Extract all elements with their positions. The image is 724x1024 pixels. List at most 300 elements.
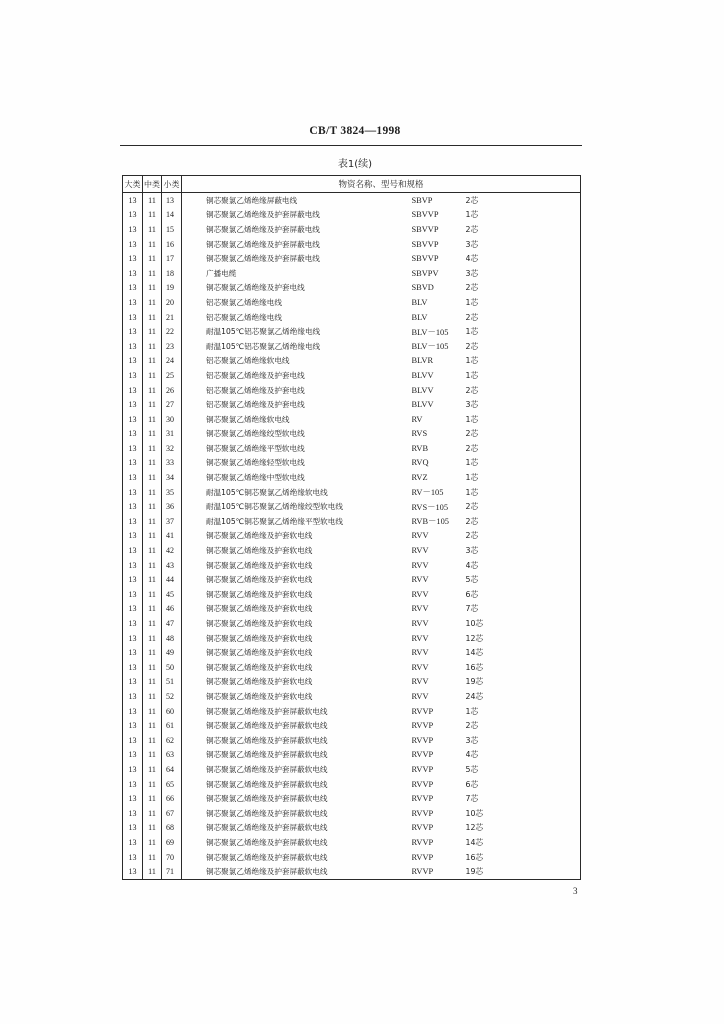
table-row	[123, 864, 581, 879]
cell-mid: 11	[143, 689, 162, 704]
cell-model: RVV	[411, 662, 429, 672]
cell-mid: 11	[143, 645, 162, 660]
cell-major: 13	[123, 266, 143, 281]
cell-model: RVVP	[411, 750, 434, 760]
cell-cores: 5芯	[465, 575, 479, 585]
cell-minor: 63	[162, 748, 182, 763]
cell-minor: 21	[162, 310, 182, 325]
cell-major: 13	[123, 645, 143, 660]
cell-name: 铜芯聚氯乙烯绝缘及护套软电线	[206, 619, 313, 629]
cell-mid: 11	[143, 821, 162, 836]
cell-cores: 4芯	[465, 560, 479, 570]
table-row	[123, 762, 581, 777]
cell-cores: 2芯	[465, 531, 479, 541]
table-row	[123, 616, 581, 631]
table-row	[123, 660, 581, 675]
cell-major: 13	[123, 631, 143, 646]
cell-name: 铜芯聚氯乙烯绝缘及护套屏蔽软电线	[206, 867, 328, 877]
cell-major: 13	[123, 777, 143, 792]
cell-major: 13	[123, 514, 143, 529]
cell-cores: 16芯	[465, 662, 484, 672]
cell-cores: 7芯	[465, 794, 479, 804]
cell-name: 铜芯聚氯乙烯绝缘及护套软电线	[206, 691, 313, 701]
cell-model: RVV	[411, 604, 429, 614]
cell-cores: 1芯	[465, 473, 479, 483]
cell-cores: 2芯	[465, 224, 479, 234]
cell-major: 13	[123, 281, 143, 296]
cell-major: 13	[123, 602, 143, 617]
cell-major: 13	[123, 368, 143, 383]
cell-major: 13	[123, 397, 143, 412]
cell-major: 13	[123, 718, 143, 733]
cell-cores: 1芯	[465, 370, 479, 380]
cell-name: 铜芯聚氯乙烯绝缘及护套屏蔽软电线	[206, 837, 328, 847]
cell-cores: 2芯	[465, 195, 479, 205]
cell-model: RVVP	[411, 837, 434, 847]
cell-minor: 24	[162, 354, 182, 369]
cell-cores: 1芯	[465, 414, 479, 424]
cell-mid: 11	[143, 777, 162, 792]
cell-mid: 11	[143, 354, 162, 369]
cell-model: RVV	[411, 589, 429, 599]
cell-model: RVV	[411, 619, 429, 629]
table-row	[123, 193, 581, 208]
header-major: 大类	[123, 176, 143, 193]
cell-mid: 11	[143, 456, 162, 471]
cell-mid: 11	[143, 675, 162, 690]
table-row	[123, 733, 581, 748]
cell-model: RVVP	[411, 808, 434, 818]
cell-mid: 11	[143, 237, 162, 252]
cell-model: RVV	[411, 633, 429, 643]
cell-cores: 12芯	[465, 823, 484, 833]
cell-model: SBVPV	[411, 268, 439, 278]
cell-mid: 11	[143, 222, 162, 237]
cell-name: 铝芯聚氯乙烯绝缘及护套电线	[206, 400, 305, 410]
cell-cores: 14芯	[465, 837, 484, 847]
cell-model: BLVV	[411, 385, 434, 395]
cell-name: 铜芯聚氯乙烯绝缘及护套软电线	[206, 589, 313, 599]
cell-mid: 11	[143, 660, 162, 675]
cell-cores: 3芯	[465, 400, 479, 410]
cell-model: RVVP	[411, 794, 434, 804]
cell-name: 耐温105℃铜芯聚氯乙烯绝缘绞型软电线	[206, 502, 343, 512]
cell-cores: 6芯	[465, 779, 479, 789]
cell-minor: 16	[162, 237, 182, 252]
cell-mid: 11	[143, 748, 162, 763]
cell-mid: 11	[143, 470, 162, 485]
cell-major: 13	[123, 383, 143, 398]
header-minor: 小类	[162, 176, 182, 193]
cell-mid: 11	[143, 572, 162, 587]
cell-major: 13	[123, 587, 143, 602]
cell-minor: 45	[162, 587, 182, 602]
cell-major: 13	[123, 193, 143, 208]
cell-cores: 5芯	[465, 764, 479, 774]
cell-name: 铝芯聚氯乙烯绝缘及护套电线	[206, 385, 305, 395]
table-row	[123, 485, 581, 500]
cell-model: RVV	[411, 575, 429, 585]
cell-model: RVV	[411, 691, 429, 701]
cell-name: 铝芯聚氯乙烯绝缘电线	[206, 312, 282, 322]
table-row	[123, 514, 581, 529]
cell-minor: 33	[162, 456, 182, 471]
cell-name: 耐温105℃铝芯聚氯乙烯绝缘电线	[206, 341, 321, 351]
cell-major: 13	[123, 427, 143, 442]
cell-major: 13	[123, 675, 143, 690]
cell-model: SBVVP	[411, 254, 439, 264]
cell-name: 铝芯聚氯乙烯绝缘电线	[206, 297, 282, 307]
cell-cores: 19芯	[465, 677, 484, 687]
cell-minor: 23	[162, 339, 182, 354]
cell-mid: 11	[143, 718, 162, 733]
cell-minor: 65	[162, 777, 182, 792]
cell-cores: 1芯	[465, 297, 479, 307]
header-mid: 中类	[143, 176, 162, 193]
cell-name: 耐温105℃铜芯聚氯乙烯绝缘软电线	[206, 487, 328, 497]
table-row	[123, 412, 581, 427]
table-row	[123, 208, 581, 223]
cell-name: 铜芯聚氯乙烯绝缘及护套屏蔽电线	[206, 224, 320, 234]
table-row	[123, 675, 581, 690]
cell-mid: 11	[143, 616, 162, 631]
cell-minor: 31	[162, 427, 182, 442]
cell-model: BLV	[411, 297, 428, 307]
table-row	[123, 354, 581, 369]
cell-major: 13	[123, 222, 143, 237]
table-row	[123, 835, 581, 850]
cell-major: 13	[123, 806, 143, 821]
cell-minor: 64	[162, 762, 182, 777]
table-row	[123, 791, 581, 806]
cell-mid: 11	[143, 558, 162, 573]
cell-cores: 19芯	[465, 867, 484, 877]
table-row	[123, 689, 581, 704]
cell-minor: 68	[162, 821, 182, 836]
cell-name: 铜芯聚氯乙烯绝缘及护套软电线	[206, 575, 313, 585]
cell-cores: 2芯	[465, 341, 479, 351]
cell-mid: 11	[143, 835, 162, 850]
cell-model: RVVP	[411, 852, 434, 862]
cell-minor: 61	[162, 718, 182, 733]
cell-cores: 12芯	[465, 633, 484, 643]
table-row	[123, 383, 581, 398]
cell-minor: 32	[162, 441, 182, 456]
cell-name: 耐温105℃铜芯聚氯乙烯绝缘平型软电线	[206, 516, 343, 526]
cell-cores: 14芯	[465, 648, 484, 658]
cell-cores: 6芯	[465, 589, 479, 599]
cell-major: 13	[123, 251, 143, 266]
cell-major: 13	[123, 821, 143, 836]
cell-model: SBVD	[411, 283, 434, 293]
table-row	[123, 777, 581, 792]
cell-model: SBVVP	[411, 239, 439, 249]
cell-major: 13	[123, 543, 143, 558]
table-row	[123, 266, 581, 281]
cell-cores: 1芯	[465, 458, 479, 468]
cell-name: 铜芯聚氯乙烯绝缘绞型软电线	[206, 429, 305, 439]
document-code: CB/T 3824—1998	[309, 125, 401, 137]
cell-name: 铜芯聚氯乙烯绝缘及护套屏蔽电线	[206, 210, 320, 220]
cell-mid: 11	[143, 631, 162, 646]
table-row	[123, 645, 581, 660]
cell-minor: 26	[162, 383, 182, 398]
cell-model: SBVVP	[411, 224, 439, 234]
cell-model: RVB	[411, 443, 429, 453]
table-row	[123, 631, 581, 646]
cell-mid: 11	[143, 397, 162, 412]
cell-name: 铜芯聚氯乙烯绝缘平型软电线	[206, 443, 305, 453]
cell-name: 铜芯聚氯乙烯绝缘及护套屏蔽电线	[206, 254, 320, 264]
cell-minor: 41	[162, 529, 182, 544]
cell-name: 铜芯聚氯乙烯绝缘及护套屏蔽软电线	[206, 852, 328, 862]
cell-minor: 18	[162, 266, 182, 281]
cell-model: RVVP	[411, 779, 434, 789]
cell-major: 13	[123, 412, 143, 427]
cell-name: 铝芯聚氯乙烯绝缘及护套电线	[206, 370, 305, 380]
cell-mid: 11	[143, 193, 162, 208]
cell-major: 13	[123, 864, 143, 879]
cell-major: 13	[123, 441, 143, 456]
table-row	[123, 324, 581, 339]
cell-model: RVV	[411, 648, 429, 658]
cell-cores: 3芯	[465, 546, 479, 556]
cell-model: RVV	[411, 560, 429, 570]
cell-major: 13	[123, 791, 143, 806]
cell-name: 铜芯聚氯乙烯绝缘中型软电线	[206, 473, 305, 483]
cell-minor: 46	[162, 602, 182, 617]
cell-major: 13	[123, 499, 143, 514]
cell-major: 13	[123, 762, 143, 777]
cell-name: 铜芯聚氯乙烯绝缘及护套屏蔽软电线	[206, 823, 328, 833]
cell-major: 13	[123, 485, 143, 500]
cell-mid: 11	[143, 587, 162, 602]
cell-cores: 2芯	[465, 502, 479, 512]
header-row	[123, 176, 581, 193]
cell-cores: 1芯	[465, 327, 479, 337]
cell-model: RVZ	[411, 473, 428, 483]
cell-name: 铜芯聚氯乙烯绝缘及护套屏蔽软电线	[206, 750, 328, 760]
page-number: 3	[573, 886, 578, 896]
cell-minor: 51	[162, 675, 182, 690]
cell-cores: 4芯	[465, 750, 479, 760]
cell-minor: 27	[162, 397, 182, 412]
cell-model: RVVP	[411, 706, 434, 716]
cell-name: 铜芯聚氯乙烯绝缘及护套软电线	[206, 677, 313, 687]
cell-name: 铜芯聚氯乙烯绝缘及护套软电线	[206, 662, 313, 672]
cell-cores: 10芯	[465, 808, 484, 818]
cell-minor: 17	[162, 251, 182, 266]
table-row	[123, 456, 581, 471]
cell-name: 广播电缆	[206, 268, 237, 278]
cell-minor: 22	[162, 324, 182, 339]
cell-major: 13	[123, 208, 143, 223]
cell-mid: 11	[143, 251, 162, 266]
table-row	[123, 718, 581, 733]
cell-cores: 2芯	[465, 443, 479, 453]
table-row	[123, 499, 581, 514]
cell-name: 铜芯聚氯乙烯绝缘及护套屏蔽软电线	[206, 706, 328, 716]
cell-mid: 11	[143, 427, 162, 442]
cell-major: 13	[123, 689, 143, 704]
cell-mid: 11	[143, 850, 162, 865]
cell-name: 铜芯聚氯乙烯绝缘屏蔽电线	[206, 195, 298, 205]
cell-model: BLV－105	[411, 342, 449, 352]
cell-cores: 4芯	[465, 254, 479, 264]
spec-table	[122, 175, 581, 880]
table-body	[123, 193, 581, 880]
cell-name: 铜芯聚氯乙烯绝缘及护套屏蔽软电线	[206, 808, 328, 818]
cell-model: BLVV	[411, 400, 434, 410]
table-row	[123, 397, 581, 412]
cell-major: 13	[123, 529, 143, 544]
cell-mid: 11	[143, 704, 162, 719]
cell-minor: 48	[162, 631, 182, 646]
cell-mid: 11	[143, 791, 162, 806]
cell-minor: 50	[162, 660, 182, 675]
cell-major: 13	[123, 558, 143, 573]
cell-cores: 7芯	[465, 604, 479, 614]
table-row	[123, 529, 581, 544]
cell-major: 13	[123, 660, 143, 675]
cell-name: 铜芯聚氯乙烯绝缘及护套软电线	[206, 633, 313, 643]
cell-minor: 66	[162, 791, 182, 806]
cell-cores: 1芯	[465, 487, 479, 497]
cell-model: RVVP	[411, 735, 434, 745]
cell-minor: 47	[162, 616, 182, 631]
cell-mid: 11	[143, 383, 162, 398]
cell-cores: 24芯	[465, 691, 484, 701]
cell-major: 13	[123, 572, 143, 587]
cell-cores: 3芯	[465, 735, 479, 745]
cell-model: RVV	[411, 546, 429, 556]
cell-cores: 2芯	[465, 429, 479, 439]
cell-major: 13	[123, 456, 143, 471]
cell-model: RVS－105	[411, 502, 449, 512]
cell-model: RVV	[411, 531, 429, 541]
cell-cores: 10芯	[465, 619, 484, 629]
cell-mid: 11	[143, 310, 162, 325]
header-description: 物资名称、型号和规格	[182, 176, 581, 193]
table-row	[123, 441, 581, 456]
cell-minor: 67	[162, 806, 182, 821]
cell-name: 铜芯聚氯乙烯绝缘及护套屏蔽软电线	[206, 764, 328, 774]
cell-name: 铜芯聚氯乙烯绝缘软电线	[206, 414, 290, 424]
cell-model: BLV－105	[411, 327, 449, 337]
cell-major: 13	[123, 733, 143, 748]
cell-major: 13	[123, 354, 143, 369]
cell-minor: 35	[162, 485, 182, 500]
cell-mid: 11	[143, 733, 162, 748]
cell-name: 铜芯聚氯乙烯绝缘及护套屏蔽电线	[206, 239, 320, 249]
cell-cores: 2芯	[465, 516, 479, 526]
cell-model: RVVP	[411, 823, 434, 833]
cell-minor: 14	[162, 208, 182, 223]
cell-mid: 11	[143, 339, 162, 354]
cell-mid: 11	[143, 412, 162, 427]
cell-name: 耐温105℃铝芯聚氯乙烯绝缘电线	[206, 327, 321, 337]
cell-name: 铜芯聚氯乙烯绝缘及护套软电线	[206, 546, 313, 556]
cell-major: 13	[123, 310, 143, 325]
cell-cores: 3芯	[465, 239, 479, 249]
table-row	[123, 295, 581, 310]
cell-major: 13	[123, 339, 143, 354]
cell-mid: 11	[143, 602, 162, 617]
cell-name: 铜芯聚氯乙烯绝缘及护套软电线	[206, 560, 313, 570]
cell-minor: 44	[162, 572, 182, 587]
cell-name: 铜芯聚氯乙烯绝缘及护套软电线	[206, 648, 313, 658]
cell-mid: 11	[143, 499, 162, 514]
table-row	[123, 587, 581, 602]
cell-model: BLVV	[411, 370, 434, 380]
cell-model: BLV	[411, 312, 428, 322]
cell-major: 13	[123, 295, 143, 310]
cell-mid: 11	[143, 281, 162, 296]
cell-name: 铝芯聚氯乙烯绝缘软电线	[206, 356, 290, 366]
cell-minor: 70	[162, 850, 182, 865]
cell-cores: 2芯	[465, 721, 479, 731]
table-title: 表1(续)	[337, 159, 373, 170]
cell-model: RVS	[411, 429, 428, 439]
cell-model: BLVR	[411, 356, 434, 366]
cell-mid: 11	[143, 529, 162, 544]
cell-minor: 69	[162, 835, 182, 850]
cell-cores: 1芯	[465, 356, 479, 366]
cell-name: 铜芯聚氯乙烯绝缘及护套软电线	[206, 604, 313, 614]
cell-model: RVQ	[411, 458, 429, 468]
cell-major: 13	[123, 470, 143, 485]
table-row	[123, 821, 581, 836]
cell-model: RV	[411, 414, 423, 424]
table-row	[123, 251, 581, 266]
cell-name: 铜芯聚氯乙烯绝缘及护套屏蔽软电线	[206, 735, 328, 745]
cell-mid: 11	[143, 543, 162, 558]
table-row	[123, 572, 581, 587]
cell-model: SBVP	[411, 195, 433, 205]
cell-minor: 62	[162, 733, 182, 748]
cell-major: 13	[123, 850, 143, 865]
cell-major: 13	[123, 324, 143, 339]
cell-major: 13	[123, 616, 143, 631]
cell-minor: 13	[162, 193, 182, 208]
cell-major: 13	[123, 835, 143, 850]
cell-minor: 42	[162, 543, 182, 558]
cell-model: RVVP	[411, 867, 434, 877]
cell-cores: 2芯	[465, 283, 479, 293]
cell-cores: 2芯	[465, 312, 479, 322]
cell-cores: 2芯	[465, 385, 479, 395]
cell-cores: 16芯	[465, 852, 484, 862]
table-row	[123, 558, 581, 573]
cell-minor: 20	[162, 295, 182, 310]
cell-minor: 52	[162, 689, 182, 704]
table-row	[123, 470, 581, 485]
cell-minor: 19	[162, 281, 182, 296]
cell-model: RVB－105	[411, 517, 449, 527]
cell-mid: 11	[143, 864, 162, 879]
cell-mid: 11	[143, 208, 162, 223]
cell-minor: 43	[162, 558, 182, 573]
table-row	[123, 850, 581, 865]
cell-name: 铜芯聚氯乙烯绝缘及护套软电线	[206, 531, 313, 541]
cell-mid: 11	[143, 368, 162, 383]
cell-cores: 1芯	[465, 210, 479, 220]
cell-name: 铜芯聚氯乙烯绝缘轻型软电线	[206, 458, 305, 468]
cell-major: 13	[123, 704, 143, 719]
table-header	[123, 176, 581, 193]
table-row	[123, 310, 581, 325]
table-row	[123, 281, 581, 296]
